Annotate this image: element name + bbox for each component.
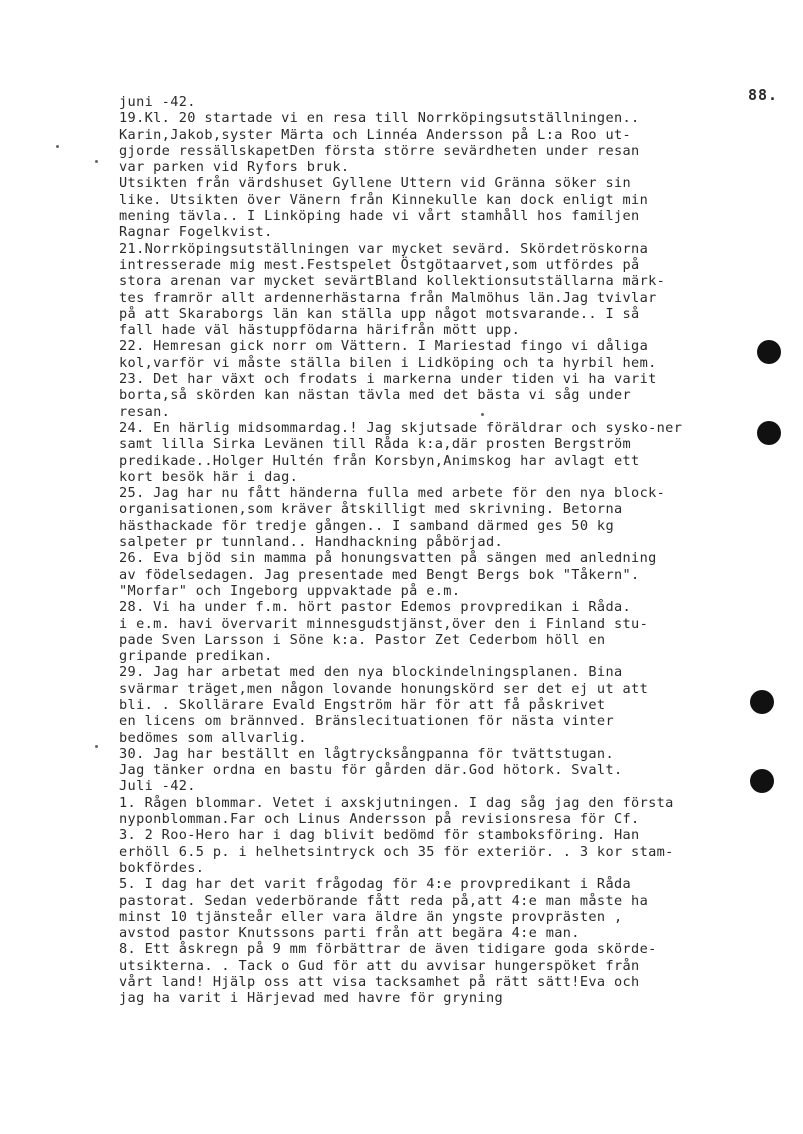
text-line: intresserade mig mest.Festspelet Östgötaarvet,som utfördes på [119, 256, 640, 273]
text-line: bli. . Skollärare Evald Engström här för att få påskrivet [119, 696, 606, 713]
text-line: nyponblomman.Far och Linus Andersson på revisionsresa för Cf. [119, 811, 640, 828]
text-line: 21.Norrköpingsutställningen var mycket sevärd. Skördetröskorna [119, 240, 649, 257]
text-line: Ragnar Fogelkvist. [119, 224, 273, 241]
text-line: Karin,Jakob,syster Märta och Linnéa Andersson på L:a Roo ut- [119, 126, 632, 143]
text-line: 26. Eva bjöd sin mamma på honungsvatten på sängen med anledning [119, 550, 657, 567]
text-line: 30. Jag har beställt en lågtrycksångpanna för tvättstugan. [119, 745, 614, 762]
text-line: hästhackade för tredje gången.. I samband därmed ges 50 kg [119, 517, 614, 534]
text-line: avstod pastor Knutssons parti från att begära 4:e man. [119, 925, 580, 942]
paper-speck [56, 145, 59, 148]
text-line: pastorat. Sedan vederbörande fått reda på,att 4:e man måste ha [119, 892, 649, 909]
text-line: minst 10 tjänsteår eller vara äldre än yngste provprästen , [119, 908, 623, 925]
text-line: 5. I dag har det varit frågodag för 4:e provpredikant i Råda [119, 876, 632, 893]
text-line: 3. 2 Roo-Hero har i dag blivit bedömd för stamboksföring. Han [119, 827, 640, 844]
text-line: 8. Ett åskregn på 9 mm förbättrar de även tidigare goda skörde- [119, 941, 657, 958]
text-line: predikade..Holger Hultén från Korsbyn,Animskog har avlagt ett [119, 452, 640, 469]
text-line: bedömes som allvarlig. [119, 729, 307, 746]
text-line: Juli -42. [119, 778, 196, 795]
text-line: kol,varför vi måste ställa bilen i Lidköping och ta hyrbil hem. [119, 354, 657, 371]
text-line: tes framrör allt ardennerhästarna från Malmöhus län.Jag tvivlar [119, 289, 657, 306]
text-line: salpeter pr tunnland.. Handhackning påbörjad. [119, 534, 504, 551]
text-line: resan. [119, 403, 171, 420]
text-line: 1. Rågen blommar. Vetet i axskjutningen. I dag såg jag den första [119, 794, 674, 811]
text-line: var parken vid Ryfors bruk. [119, 159, 350, 176]
diary-text [119, 94, 769, 1007]
text-line: en licens om brännved. Bränslecituationen för nästa vinter [119, 713, 614, 730]
page-number: 88. [748, 86, 779, 104]
text-line: på att Skaraborgs län kan ställa upp något motsvarande.. I så [119, 305, 640, 322]
text-line: 24. En härlig midsommardag.! Jag skjutsade föräldrar och sysko-ner [119, 419, 683, 436]
text-line: fall hade väl hästuppfödarna härifrån mött upp. [119, 322, 521, 339]
text-line: vårt land! Hjälp oss att visa tacksamhet på rätt sätt!Eva och [119, 974, 640, 991]
text-line: jag ha varit i Härjevad med havre för gryning [119, 990, 504, 1007]
text-line: samt lilla Sirka Levänen till Råda k:a,där prosten Bergström [119, 436, 632, 453]
text-line: erhöll 6.5 p. i helhetsintryck och 35 för exteriör. . 3 kor stam- [119, 843, 674, 860]
text-line: 28. Vi ha under f.m. hört pastor Edemos provpredikan i Råda. [119, 599, 632, 616]
text-line: organisationen,som kräver åtskilligt med skrivning. Betorna [119, 501, 623, 518]
text-line: av födelsedagen. Jag presentade med Bengt Bergs bok "Tåkern". [119, 566, 640, 583]
text-line: gjorde ressällskapetDen första större sevärdheten under resan [119, 142, 640, 159]
paper-speck [95, 745, 98, 748]
text-line: 25. Jag har nu fått händerna fulla med arbete för den nya block- [119, 485, 666, 502]
text-line: like. Utsikten över Vänern från Kinnekulle kan dock enligt min [119, 191, 649, 208]
text-line: i e.m. havi övervarit minnesgudstjänst,över den i Finland stu- [119, 615, 649, 632]
paper-speck [95, 160, 98, 163]
text-line: gripande predikan. [119, 648, 273, 665]
text-line: borta,så skörden kan nästan tävla med det bästa vi såg under [119, 387, 632, 404]
text-line: stora arenan var mycket sevärtBland kollektionsutställarna märk- [119, 273, 666, 290]
text-line: 23. Det har växt och frodats i markerna under tiden vi ha varit [119, 371, 657, 388]
text-line: pade Sven Larsson i Söne k:a. Pastor Zet Cederbom höll en [119, 631, 606, 648]
text-line: "Morfar" och Ingeborg uppvaktade på e.m. [119, 582, 461, 599]
text-line: Jag tänker ordna en bastu för gården där.God hötork. Svalt. [119, 762, 623, 779]
text-line: kort besök här i dag. [119, 468, 299, 485]
text-line: 22. Hemresan gick norr om Vättern. I Mariestad fingo vi dåliga [119, 338, 649, 355]
text-line: 29. Jag har arbetat med den nya blockindelningsplanen. Bina [119, 664, 623, 681]
text-line: 19.Kl. 20 startade vi en resa till Norrköpingsutställningen.. [119, 110, 640, 127]
text-line: juni -42. [119, 94, 196, 110]
text-line: mening tävla.. I Linköping hade vi vårt stamhåll hos familjen [119, 208, 640, 225]
text-line: utsikterna. . Tack o Gud för att du avvisar hungerspöket från [119, 957, 640, 974]
text-line: svärmar träget,men någon lovande honungskörd ser det ej ut att [119, 680, 649, 697]
text-line: Utsikten från värdshuset Gyllene Uttern vid Gränna söker sin [119, 175, 632, 192]
text-line: bokfördes. [119, 859, 205, 876]
